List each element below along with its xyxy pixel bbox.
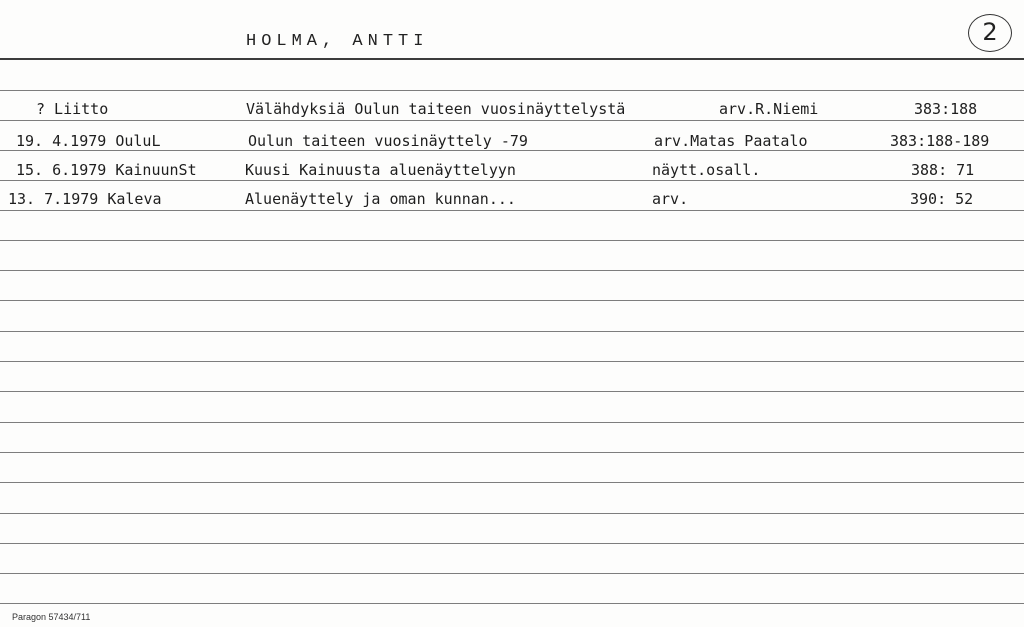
card-name-heading: HOLMA, ANTTI bbox=[246, 32, 429, 51]
entry-note: arv. bbox=[652, 190, 689, 208]
card-rule bbox=[0, 452, 1024, 453]
card-rule bbox=[0, 240, 1024, 241]
card-rule bbox=[0, 482, 1024, 483]
card-rule bbox=[0, 361, 1024, 362]
entry-reference: 390: 52 bbox=[910, 190, 974, 208]
card-rule bbox=[0, 90, 1024, 91]
card-rule bbox=[0, 391, 1024, 392]
entry-row bbox=[0, 188, 1024, 210]
card-rule bbox=[0, 543, 1024, 544]
card-rule bbox=[0, 422, 1024, 423]
card-number-circle: 2 bbox=[968, 14, 1012, 52]
entry-row bbox=[0, 98, 1024, 120]
entry-note: näytt.osall. bbox=[652, 161, 761, 179]
card-rule bbox=[0, 270, 1024, 271]
card-rule bbox=[0, 300, 1024, 301]
card-rule bbox=[0, 331, 1024, 332]
entry-note: arv.R.Niemi bbox=[719, 100, 819, 118]
card-print-code: Paragon 57434/711 bbox=[12, 612, 91, 622]
header-rule bbox=[0, 58, 1024, 60]
entry-reference: 383:188-189 bbox=[890, 132, 990, 150]
card-rule bbox=[0, 603, 1024, 604]
entry-title: Oulun taiteen vuosinäyttely -79 bbox=[248, 132, 528, 150]
entry-reference: 383:188 bbox=[914, 100, 978, 118]
entry-reference: 388: 71 bbox=[911, 161, 975, 179]
card-rule bbox=[0, 210, 1024, 211]
entry-date-source: 13. 7.1979 Kaleva bbox=[8, 190, 162, 208]
entry-title: Aluenäyttely ja oman kunnan... bbox=[245, 190, 516, 208]
entry-title: Välähdyksiä Oulun taiteen vuosinäyttelystä bbox=[246, 100, 626, 118]
card-rule bbox=[0, 120, 1024, 121]
entry-date-source: 15. 6.1979 KainuunSt bbox=[16, 161, 197, 179]
entry-row bbox=[0, 159, 1024, 181]
entry-date-source: 19. 4.1979 OuluL bbox=[16, 132, 161, 150]
entry-title: Kuusi Kainuusta aluenäyttelyyn bbox=[245, 161, 516, 179]
card-rule bbox=[0, 513, 1024, 514]
card-rule bbox=[0, 573, 1024, 574]
entry-note: arv.Matas Paatalo bbox=[654, 132, 808, 150]
entry-date-source: ? Liitto bbox=[36, 100, 109, 118]
entry-row bbox=[0, 130, 1024, 152]
